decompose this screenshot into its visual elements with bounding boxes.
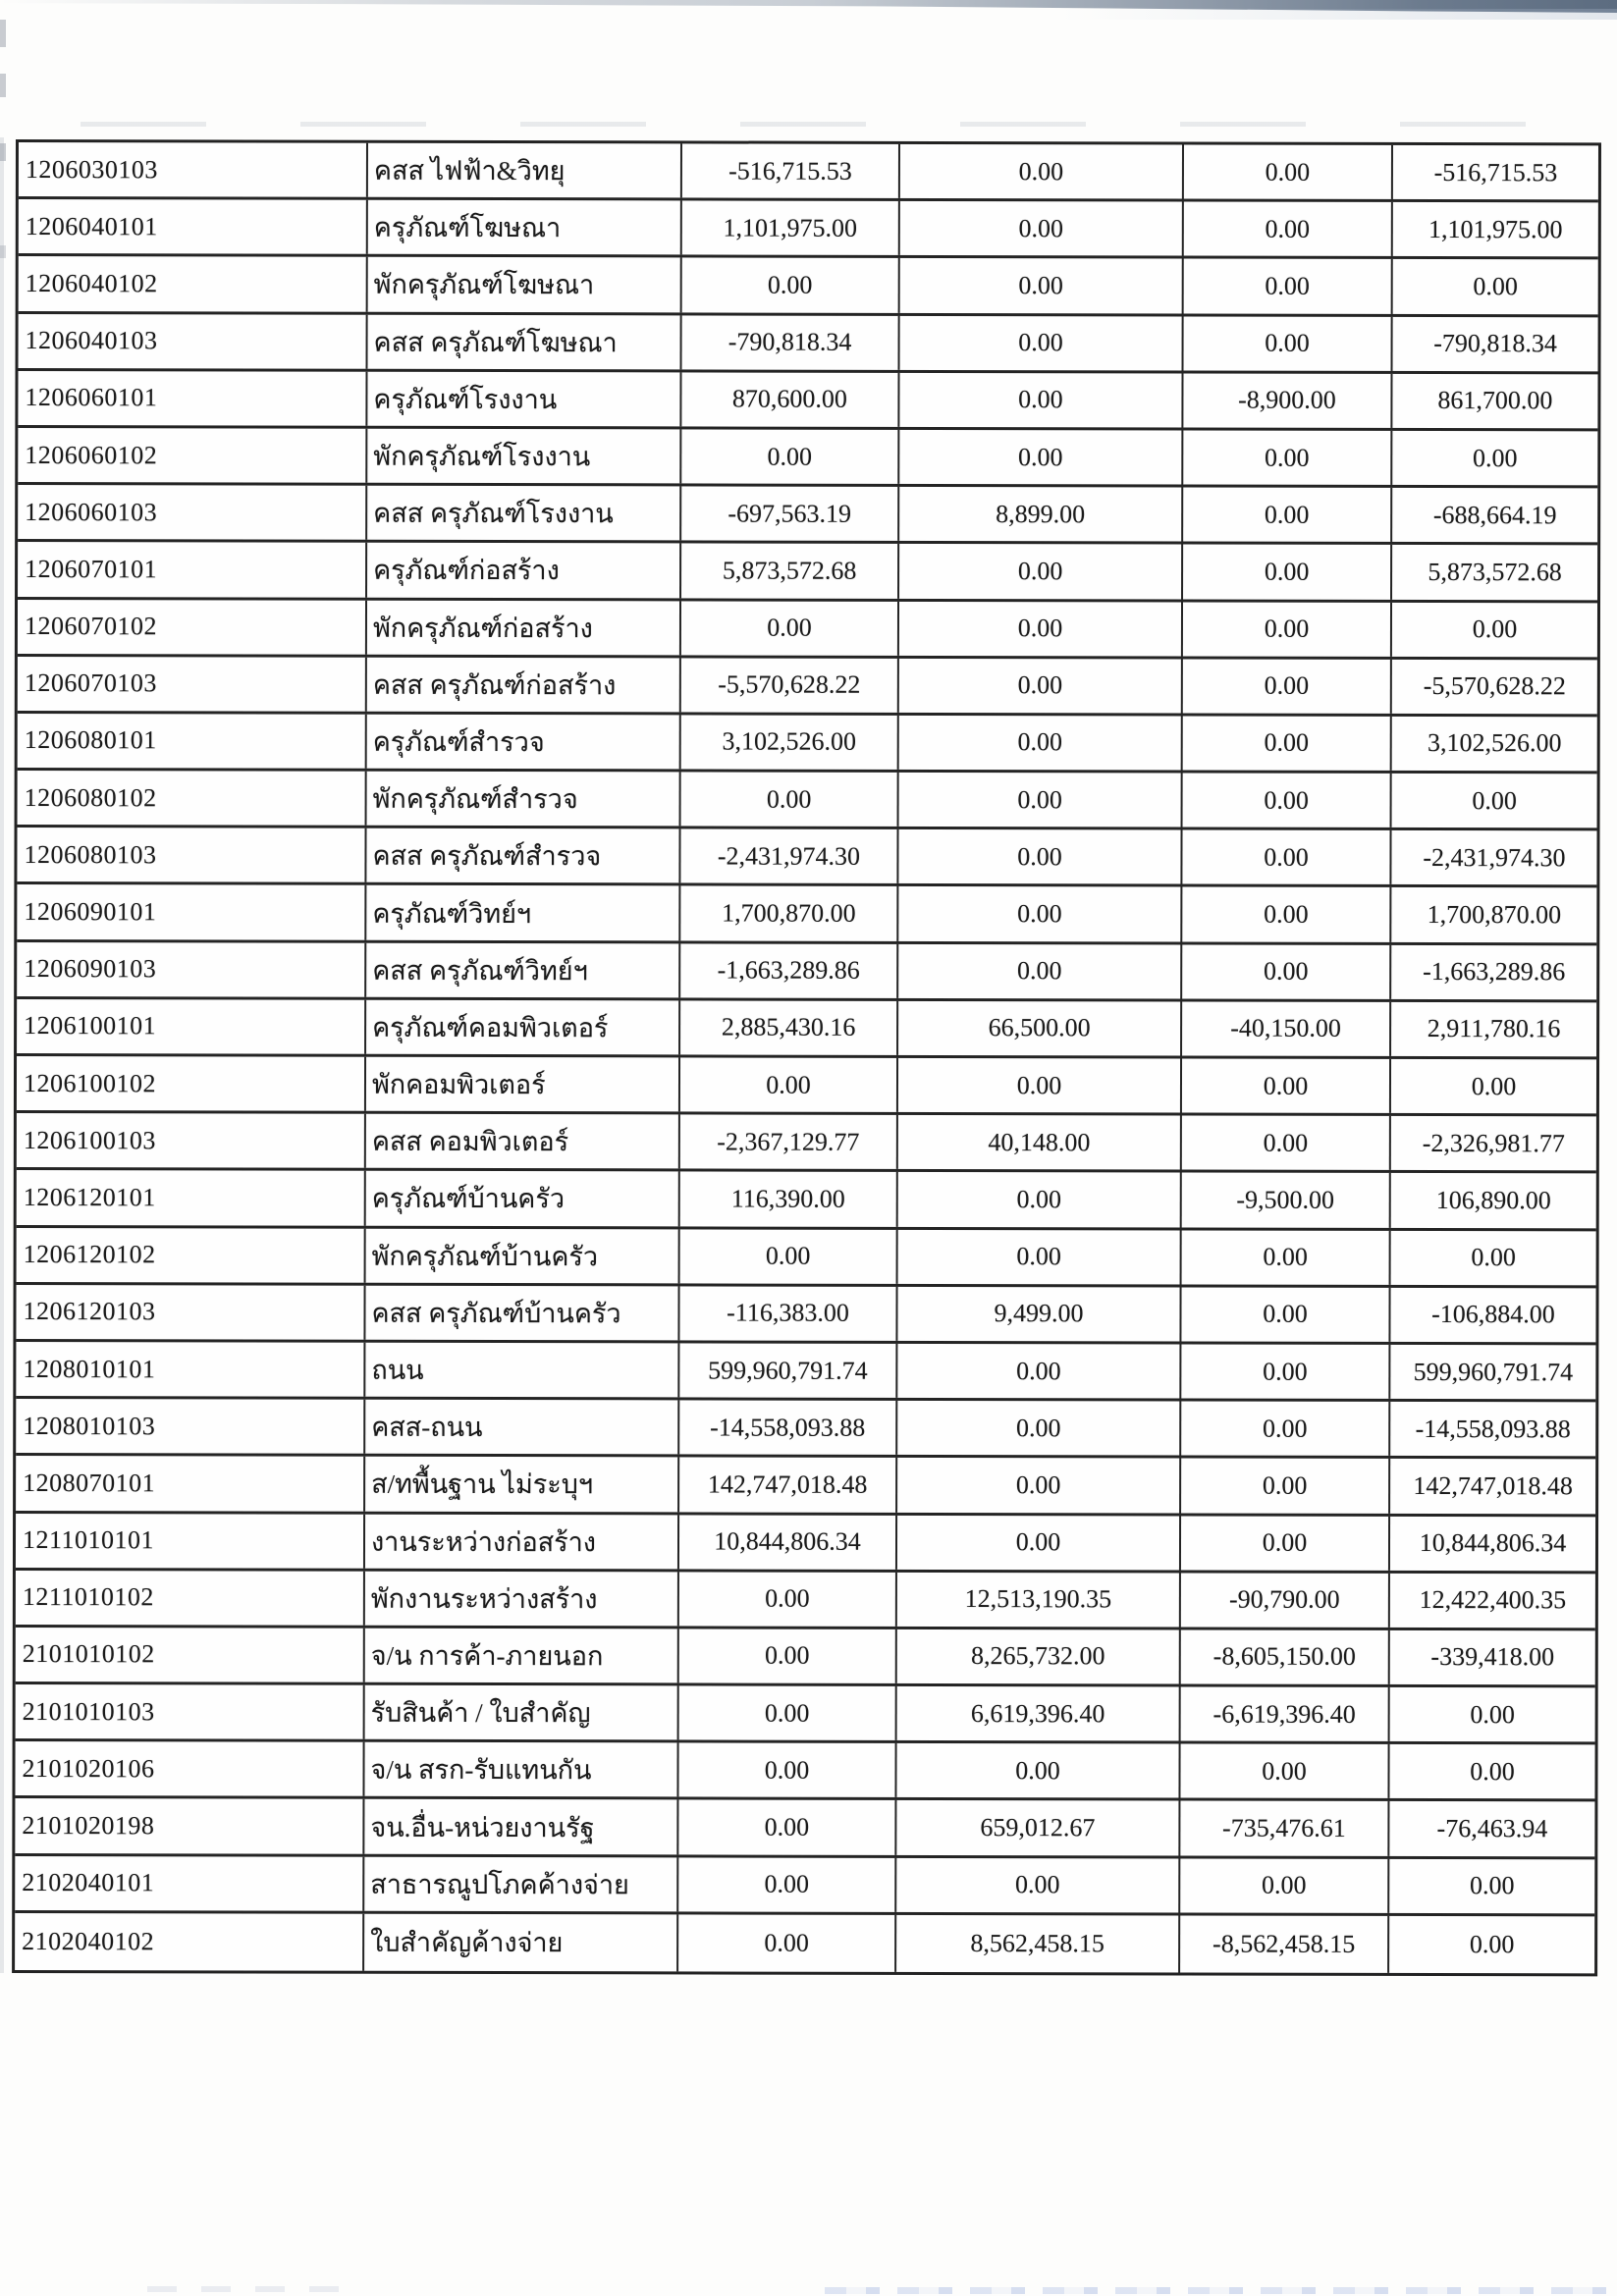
- amount-cell-2: 0.00: [898, 1229, 1182, 1284]
- amount-cell-3: 0.00: [1180, 1744, 1389, 1799]
- account-code-cell: 2101020106: [15, 1741, 364, 1796]
- amount-cell-4: 10,844,806.34: [1419, 1528, 1567, 1558]
- account-code-cell: 1206090103: [17, 942, 366, 997]
- bottom-right-smudge-artifact: [825, 2287, 1617, 2294]
- amount-cell-2: 0.00: [899, 659, 1183, 714]
- table-row: [17, 1170, 1596, 1231]
- amount-cell-2: 0.00: [898, 1058, 1182, 1113]
- account-code-cell: 1206070103: [18, 657, 367, 712]
- account-name-cell: ใบสำคัญค้างจ่าย: [364, 1914, 678, 1972]
- account-code-cell: 1206100102: [17, 1056, 366, 1111]
- amount-cell-2: 8,899.00: [899, 487, 1183, 542]
- left-edge-mark-artifact: [0, 245, 6, 258]
- account-name-cell: คสส คอมพิวเตอร์: [366, 1114, 680, 1169]
- table-wrapper: [12, 139, 1601, 1976]
- amount-cell-2: 0.00: [899, 601, 1183, 656]
- amount-cell-1: -5,570,628.22: [681, 658, 899, 713]
- amount-cell-1: 1,700,870.00: [680, 886, 898, 941]
- amount-cell-1: 0.00: [681, 601, 899, 656]
- table-row: [19, 142, 1598, 203]
- account-code-cell: 1206120102: [17, 1228, 366, 1283]
- table-row: [15, 1913, 1594, 1974]
- amount-cell-1: 10,844,806.34: [679, 1515, 897, 1570]
- table-row: [17, 1113, 1596, 1174]
- amount-cell-4: 0.00: [1473, 272, 1518, 301]
- table-row: [19, 314, 1598, 375]
- amount-cell-4: -5,570,628.22: [1423, 671, 1566, 701]
- account-table: [12, 139, 1601, 1976]
- amount-cell-2: 0.00: [896, 1858, 1180, 1913]
- account-code-cell: 1206040102: [19, 256, 368, 311]
- table-row: [16, 1571, 1595, 1631]
- amount-cell-2: 0.00: [899, 544, 1183, 599]
- account-code-cell: 1206100103: [17, 1113, 366, 1168]
- amount-cell-4: 5,873,572.68: [1428, 557, 1562, 587]
- table-row: [16, 1399, 1595, 1460]
- amount-cell-1: -1,663,289.86: [680, 943, 898, 998]
- amount-cell-3: 0.00: [1183, 659, 1392, 714]
- amount-cell-3: 0.00: [1182, 887, 1391, 942]
- amount-cell-1: 2,885,430.16: [680, 1000, 898, 1055]
- amount-cell-4: 861,700.00: [1437, 386, 1553, 415]
- table-row: [15, 1741, 1594, 1802]
- amount-cell-4: -2,431,974.30: [1423, 842, 1566, 873]
- amount-cell-1: 5,873,572.68: [681, 544, 899, 599]
- table-row: [17, 999, 1596, 1060]
- account-code-cell: 1208070101: [16, 1456, 365, 1511]
- amount-cell-2: 40,148.00: [898, 1115, 1182, 1170]
- account-code-cell: 1206060102: [18, 428, 367, 483]
- amount-cell-3: -90,790.00: [1181, 1573, 1390, 1628]
- amount-cell-2: 8,562,458.15: [896, 1915, 1180, 1973]
- amount-cell-3: 0.00: [1182, 944, 1391, 999]
- amount-cell-3: 0.00: [1183, 488, 1392, 543]
- account-name-cell: คสส ครุภัณฑ์โรงงาน: [367, 486, 681, 541]
- table-row: [18, 600, 1597, 661]
- account-name-cell: จ/น การค้า-ภายนอก: [365, 1629, 679, 1683]
- ghost-line-artifact: [81, 122, 1543, 127]
- account-code-cell: 1206120101: [17, 1170, 366, 1225]
- amount-cell-2: 0.00: [899, 773, 1183, 828]
- amount-cell-4: 0.00: [1472, 614, 1518, 644]
- account-name-cell: คสส ครุภัณฑ์โฆษณา: [368, 314, 682, 369]
- account-name-cell: คสส-ถนน: [365, 1400, 679, 1455]
- amount-cell-4: -339,418.00: [1430, 1642, 1555, 1672]
- amount-cell-4: 0.00: [1472, 785, 1517, 815]
- account-name-cell: ครุภัณฑ์บ้านครัว: [366, 1171, 680, 1226]
- amount-cell-3: 0.00: [1184, 144, 1393, 199]
- amount-cell-1: 0.00: [678, 1857, 896, 1912]
- amount-cell-3: -8,605,150.00: [1181, 1629, 1390, 1684]
- amount-cell-4: 0.00: [1469, 1930, 1515, 1959]
- amount-cell-4: 0.00: [1470, 1699, 1515, 1729]
- account-code-cell: 1206080101: [18, 714, 367, 769]
- amount-cell-3: 0.00: [1181, 1287, 1390, 1342]
- amount-cell-3: 0.00: [1180, 1858, 1389, 1913]
- amount-cell-3: 0.00: [1184, 202, 1393, 257]
- amount-cell-1: -790,818.34: [682, 315, 900, 370]
- amount-cell-1: -14,558,093.88: [679, 1401, 897, 1456]
- amount-cell-3: -735,476.61: [1180, 1801, 1389, 1856]
- amount-cell-3: 0.00: [1182, 1058, 1391, 1113]
- account-code-cell: 1206100101: [17, 999, 366, 1054]
- account-code-cell: 1206060103: [18, 485, 367, 540]
- amount-cell-4: -76,463.94: [1436, 1814, 1548, 1843]
- account-code-cell: 2101010102: [16, 1628, 365, 1682]
- account-code-cell: 1206040101: [19, 199, 368, 254]
- amount-cell-2: 0.00: [897, 1344, 1181, 1399]
- amount-cell-4: -1,663,289.86: [1423, 957, 1566, 987]
- table-row: [17, 1056, 1596, 1117]
- table-row: [16, 1285, 1595, 1346]
- amount-cell-3: 0.00: [1182, 830, 1391, 885]
- bottom-left-smudge-artifact: [147, 2286, 344, 2292]
- table-row: [16, 1456, 1595, 1517]
- account-name-cell: สาธารณูปโภคค้างจ่าย: [364, 1856, 678, 1911]
- left-edge-mark-artifact: [0, 74, 6, 97]
- account-name-cell: พักงานระหว่างสร้าง: [365, 1571, 679, 1626]
- account-name-cell: ครุภัณฑ์โฆษณา: [368, 200, 682, 255]
- amount-cell-1: 142,747,018.48: [679, 1458, 897, 1513]
- table-row: [16, 1342, 1595, 1403]
- account-name-cell: ครุภัณฑ์ก่อสร้าง: [367, 543, 681, 598]
- table-row: [17, 1228, 1596, 1289]
- amount-cell-2: 0.00: [897, 1458, 1181, 1513]
- amount-cell-1: 0.00: [680, 1229, 898, 1284]
- amount-cell-3: 0.00: [1183, 430, 1392, 485]
- amount-cell-1: -116,383.00: [679, 1286, 897, 1341]
- account-name-cell: พักครุภัณฑ์โฆษณา: [368, 257, 682, 312]
- amount-cell-3: 0.00: [1181, 1344, 1390, 1399]
- amount-cell-4: 1,700,870.00: [1427, 900, 1562, 930]
- account-code-cell: 1206080102: [18, 771, 367, 826]
- table-row: [17, 828, 1596, 888]
- amount-cell-4: 0.00: [1470, 1756, 1515, 1787]
- amount-cell-4: 0.00: [1473, 443, 1518, 472]
- account-code-cell: 1206090101: [17, 884, 366, 939]
- account-name-cell: พักครุภัณฑ์ก่อสร้าง: [367, 600, 681, 655]
- amount-cell-3: 0.00: [1183, 545, 1392, 600]
- amount-cell-1: 1,101,975.00: [682, 201, 900, 256]
- amount-cell-3: 0.00: [1183, 716, 1392, 771]
- account-name-cell: งานระหว่างก่อสร้าง: [365, 1514, 679, 1569]
- amount-cell-4: -106,884.00: [1431, 1300, 1555, 1329]
- amount-cell-2: 0.00: [899, 373, 1183, 428]
- amount-cell-4: 1,101,975.00: [1428, 214, 1563, 244]
- amount-cell-4: 2,911,780.16: [1427, 1014, 1561, 1043]
- amount-cell-4: 0.00: [1471, 1071, 1517, 1100]
- amount-cell-4: 0.00: [1469, 1871, 1515, 1900]
- table-row: [18, 485, 1597, 546]
- amount-cell-4: -516,715.53: [1433, 157, 1558, 187]
- account-name-cell: จน.อื่น-หน่วยงานรัฐ: [364, 1799, 678, 1854]
- amount-cell-2: 66,500.00: [898, 1001, 1182, 1056]
- amount-cell-3: 0.00: [1183, 774, 1392, 828]
- account-code-cell: 1208010103: [16, 1399, 365, 1454]
- amount-cell-2: 0.00: [899, 716, 1183, 771]
- amount-cell-1: 0.00: [678, 1743, 896, 1798]
- amount-cell-4: 3,102,526.00: [1427, 728, 1562, 758]
- account-name-cell: พักครุภัณฑ์บ้านครัว: [366, 1228, 680, 1283]
- account-code-cell: 2101020198: [15, 1798, 364, 1853]
- amount-cell-3: 0.00: [1183, 602, 1392, 657]
- account-code-cell: 1206040103: [19, 314, 368, 369]
- table-row: [18, 771, 1597, 831]
- account-name-cell: คสส ครุภัณฑ์สำรวจ: [366, 828, 680, 883]
- amount-cell-4: -2,326,981.77: [1422, 1128, 1565, 1158]
- amount-cell-3: -8,900.00: [1183, 373, 1392, 428]
- amount-cell-2: 0.00: [900, 258, 1184, 313]
- account-code-cell: 1206060101: [18, 371, 367, 426]
- amount-cell-1: -2,367,129.77: [680, 1115, 898, 1170]
- account-name-cell: ถนน: [365, 1343, 679, 1398]
- account-name-cell: คสส ครุภัณฑ์ก่อสร้าง: [367, 657, 681, 712]
- table-row: [19, 256, 1598, 317]
- amount-cell-1: 116,390.00: [680, 1172, 898, 1227]
- account-name-cell: ครุภัณฑ์วิทย์ฯ: [366, 885, 680, 940]
- account-code-cell: 1211010102: [16, 1571, 365, 1626]
- amount-cell-2: 0.00: [898, 886, 1182, 941]
- amount-cell-1: 0.00: [679, 1572, 897, 1627]
- table-row: [18, 657, 1597, 718]
- table-row: [15, 1856, 1594, 1917]
- amount-cell-1: 0.00: [678, 1800, 896, 1855]
- amount-cell-3: -40,150.00: [1182, 1001, 1391, 1056]
- amount-cell-1: 599,960,791.74: [679, 1343, 897, 1398]
- account-code-cell: 1206070101: [18, 542, 367, 597]
- amount-cell-2: 0.00: [898, 1172, 1182, 1227]
- table-row: [16, 1684, 1595, 1745]
- scanner-top-edge-fade-artifact: [1060, 9, 1617, 20]
- amount-cell-4: -14,558,093.88: [1415, 1414, 1571, 1444]
- amount-cell-2: 0.00: [900, 315, 1184, 370]
- amount-cell-4: 142,747,018.48: [1413, 1470, 1573, 1501]
- left-edge-strip-artifact: [0, 137, 4, 1973]
- account-code-cell: 2102040102: [15, 1913, 364, 1971]
- amount-cell-2: 0.00: [900, 144, 1184, 199]
- amount-cell-3: 0.00: [1182, 1230, 1391, 1285]
- account-name-cell: คสส ไฟฟ้า&วิทยุ: [368, 143, 682, 198]
- account-code-cell: 2101010103: [16, 1684, 365, 1739]
- amount-cell-1: 0.00: [681, 772, 899, 827]
- amount-cell-2: 0.00: [897, 1401, 1181, 1456]
- amount-cell-3: -8,562,458.15: [1180, 1915, 1389, 1973]
- account-code-cell: 1208010101: [16, 1342, 365, 1397]
- amount-cell-1: 3,102,526.00: [681, 715, 899, 770]
- amount-cell-3: 0.00: [1184, 259, 1393, 314]
- amount-cell-4: 599,960,791.74: [1413, 1357, 1574, 1386]
- amount-cell-2: 6,619,396.40: [897, 1686, 1181, 1741]
- table-row: [15, 1798, 1594, 1859]
- account-code-cell: 1206120103: [16, 1285, 365, 1340]
- account-name-cell: ครุภัณฑ์สำรวจ: [367, 715, 681, 770]
- amount-cell-2: 0.00: [900, 201, 1184, 256]
- table-row: [17, 884, 1596, 945]
- amount-cell-1: 0.00: [678, 1914, 896, 1972]
- amount-cell-2: 12,513,190.35: [897, 1573, 1181, 1628]
- table-row: [17, 942, 1596, 1003]
- amount-cell-3: 0.00: [1182, 1116, 1391, 1171]
- amount-cell-2: 0.00: [898, 829, 1182, 884]
- amount-cell-1: 0.00: [682, 258, 900, 313]
- account-name-cell: ครุภัณฑ์คอมพิวเตอร์: [366, 1000, 680, 1055]
- amount-cell-3: 0.00: [1181, 1459, 1390, 1514]
- table-row: [18, 371, 1597, 432]
- amount-cell-3: 0.00: [1181, 1402, 1390, 1457]
- amount-cell-3: 0.00: [1181, 1516, 1390, 1571]
- amount-cell-1: 0.00: [679, 1629, 897, 1683]
- table-row: [18, 542, 1597, 603]
- account-code-cell: 1211010101: [16, 1514, 365, 1569]
- amount-cell-1: 0.00: [681, 429, 899, 484]
- amount-cell-4: -790,818.34: [1433, 329, 1557, 358]
- account-name-cell: พักครุภัณฑ์โรงงาน: [367, 429, 681, 484]
- table-row: [18, 428, 1597, 489]
- amount-cell-2: 0.00: [898, 944, 1182, 999]
- amount-cell-1: -2,431,974.30: [680, 829, 898, 884]
- amount-cell-1: 0.00: [679, 1685, 897, 1740]
- account-name-cell: คสส ครุภัณฑ์วิทย์ฯ: [366, 942, 680, 997]
- amount-cell-2: 9,499.00: [897, 1287, 1181, 1342]
- amount-cell-1: 870,600.00: [681, 372, 899, 427]
- account-name-cell: ส/ทพื้นฐาน ไม่ระบุฯ: [365, 1457, 679, 1512]
- table-row: [19, 199, 1598, 260]
- amount-cell-1: -697,563.19: [681, 487, 899, 542]
- table-row: [16, 1514, 1595, 1575]
- account-code-cell: 1206070102: [18, 600, 367, 655]
- amount-cell-3: -6,619,396.40: [1181, 1687, 1390, 1742]
- amount-cell-4: 0.00: [1471, 1243, 1516, 1272]
- account-name-cell: ครุภัณฑ์โรงงาน: [367, 372, 681, 427]
- account-name-cell: คสส ครุภัณฑ์บ้านครัว: [365, 1285, 679, 1340]
- table-row: [16, 1628, 1595, 1688]
- account-code-cell: 1206080103: [17, 828, 366, 882]
- amount-cell-2: 659,012.67: [896, 1800, 1180, 1855]
- account-name-cell: จ/น สรก-รับแทนกัน: [364, 1742, 678, 1797]
- account-name-cell: รับสินค้า / ใบสำคัญ: [365, 1685, 679, 1740]
- amount-cell-4: -688,664.19: [1432, 500, 1557, 530]
- amount-cell-3: 0.00: [1184, 316, 1393, 371]
- account-name-cell: พักคอมพิวเตอร์: [366, 1057, 680, 1112]
- account-name-cell: พักครุภัณฑ์สำรวจ: [367, 772, 681, 827]
- account-code-cell: 2102040101: [15, 1856, 364, 1911]
- left-edge-mark-artifact: [0, 20, 6, 47]
- left-edge-mark-artifact: [0, 143, 6, 161]
- account-code-cell: 1206030103: [19, 142, 368, 197]
- amount-cell-3: -9,500.00: [1182, 1173, 1391, 1228]
- amount-cell-2: 0.00: [897, 1515, 1181, 1570]
- amount-cell-1: 0.00: [680, 1057, 898, 1112]
- amount-cell-4: 12,422,400.35: [1419, 1585, 1567, 1615]
- amount-cell-1: -516,715.53: [682, 143, 900, 198]
- amount-cell-2: 0.00: [899, 430, 1183, 485]
- table-row: [18, 714, 1597, 774]
- amount-cell-2: 0.00: [896, 1743, 1180, 1798]
- amount-cell-2: 8,265,732.00: [897, 1629, 1181, 1684]
- amount-cell-4: 106,890.00: [1435, 1186, 1551, 1215]
